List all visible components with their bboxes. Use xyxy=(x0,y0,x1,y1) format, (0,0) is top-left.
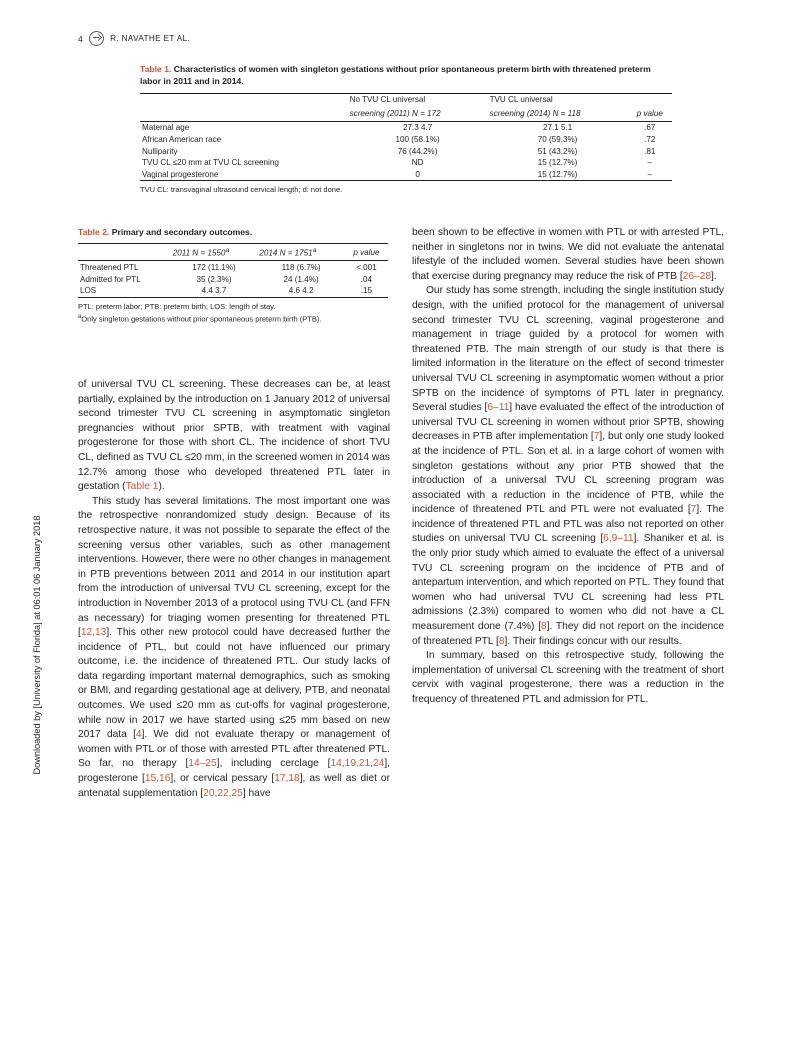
citation: 7 xyxy=(690,504,697,516)
running-head xyxy=(78,31,190,46)
table-2-header-col1-text: 2011 N = 1550 xyxy=(172,248,226,258)
table-1-header-blank xyxy=(140,93,348,107)
table-1-r2-p: .81 xyxy=(644,146,656,156)
table-2-caption xyxy=(78,226,388,238)
paragraph-text: ]. Shaniker et al. is the only prior study which aimed to evaluate the effect of a universal TVU CL screening program on the incidence of PTB and of antepartum intervention, and which reported on PTL. They found that women who had universal TVU CL screening had less PTL admissions (2.3%) compared to women who did not have a CL measurement done (7.4%) [ xyxy=(412,533,724,633)
page-number: 4 xyxy=(78,33,84,44)
paragraph-text: ]. This other new protocol could have decreased further the incidence of PTL, but could not have influenced our primary outcome, i.e. the incidence of threatened PTL. Our study lacks of data regarding important maternal demographics, such as smoking or BMI, and regarding gestational age at delivery, PTB, and neonatal outcomes. We used ≤20 mm as cut-offs for vaginal progesterone, while now in 2017 we have started using ≤25 mm based on new 2017 data [ xyxy=(78,627,390,741)
table-1-r0-p: .67 xyxy=(644,122,656,132)
table-2-r2-label: LOS xyxy=(80,286,97,296)
table-2-r0-c1: 172 (11.1%) xyxy=(192,262,236,272)
table-2-grid xyxy=(78,243,388,297)
citation: 14,19,21,24 xyxy=(330,758,385,770)
table-row xyxy=(78,273,388,285)
table-2-r1-c2: 24 (1.4%) xyxy=(283,274,319,284)
table-1-r3-c1: ND xyxy=(411,158,424,168)
table-1-header-col2-line2: screening (2014) N = 118 xyxy=(489,108,581,118)
citation: 8 xyxy=(541,621,547,633)
table-row xyxy=(140,145,672,157)
table-2-header-row xyxy=(78,244,388,261)
paragraph-text: ]. xyxy=(711,270,717,282)
paragraph-text: ]. They did not report on the incidence of threatened PTL [ xyxy=(412,621,724,647)
table-2-r1-label: Admitted for PTL xyxy=(80,274,141,284)
table-2-header-blank xyxy=(78,244,171,261)
table-1-r1-c2: 70 (59.3%) xyxy=(537,134,578,144)
table-2-header-col2 xyxy=(257,244,345,261)
paragraph-text: been shown to be effective in women with PTL or with arrested PTL, neither in singletons nor in twins. We did not evaluate the antenatal lifestyle of the included women. Several studies have been shown that exercise during pregnancy may reduce the risk of PTB [ xyxy=(412,227,724,282)
table-1-r1-label: African American race xyxy=(142,134,222,144)
table-1-caption xyxy=(140,63,672,88)
paragraph xyxy=(412,284,724,649)
citation: 7 xyxy=(593,431,600,443)
table-row xyxy=(78,285,388,297)
table-1-r4-c2: 15 (12.7%) xyxy=(537,170,578,180)
citation: 15,16 xyxy=(144,773,171,785)
table-1-caption-text: Characteristics of women with singleton gestations without prior spontaneous preterm birth with threatened preterm labor in 2011 and in 2014. xyxy=(140,64,651,87)
table-1-footnote: TVU CL: transvaginal ultrasound cervical length; d: not done. xyxy=(140,185,343,195)
table-1-r4-p: – xyxy=(647,170,653,180)
table-2-caption-text: Primary and secondary outcomes. xyxy=(111,227,253,237)
paragraph-text: ], but only one study looked at the incidence of PTL. Son et al. in a large cohort of women with singleton gestations without any prior PTB showed that the introduction of a universal TVU CL screening program was associated with a reduction in the incidence of PTB, while the incidence of threatened PTL and PTL were not evaluated [ xyxy=(412,431,724,516)
paragraph-text: ] have evaluated the effect of the introduction of universal TVU CL screening in women without prior SPTB, showing decreases in PTB after implementation [ xyxy=(412,402,724,443)
table-2-header-col1-sup: a xyxy=(225,246,230,254)
citation: 12,13 xyxy=(80,627,107,639)
citation: 6,9–11 xyxy=(603,533,634,545)
table-2-footnote-2 xyxy=(78,312,388,325)
citation: 14–25 xyxy=(188,758,217,770)
paragraph-text: ], as well as diet or antenatal supplementation [ xyxy=(78,773,390,799)
table-1-r3-label: TVU CL ≤20 mm at TVU CL screening xyxy=(142,158,279,168)
table-1-reference: Table 1 xyxy=(125,481,159,493)
citation: 26–28 xyxy=(682,270,712,282)
citation: 4 xyxy=(135,729,142,741)
citation: 8 xyxy=(498,635,505,647)
table-2-r2-c2: 4.6 4.2 xyxy=(288,286,314,296)
table-1-grid xyxy=(140,93,672,182)
table-1-header-col2-line1: TVU CL universal xyxy=(489,95,553,105)
paragraph-text: This study has several limitations. The most important one was the retrospective nonrandomized study design. Because of its retrospective nature, it was not possible to separate the effect of the screening versus other variables, such as other management interventions. However, there were no other changes in management in PTB preventions between 2011 and 2014 in our institution apart from the introduction of universal TVU CL screening, except for the introduction in November 2013 of a protocol using TVU CL (and FFN as necessary) for triaging women presenting for threatened PTL [ xyxy=(78,495,390,639)
table-1-r3-c2: 15 (12.7%) xyxy=(537,158,578,168)
paragraph-text-tail: ). xyxy=(158,481,165,493)
table-1-r3-p: – xyxy=(647,158,653,168)
table-2-header-col2-text: 2014 N = 1751 xyxy=(259,248,313,258)
table-row xyxy=(140,157,672,169)
table-1-r4-label: Vaginal progesterone xyxy=(142,170,219,180)
paragraph-text: ]. We did not evaluate therapy or management of women with PTL or of those with arrested PTL after threatened PTL. So far, no therapy [ xyxy=(78,729,390,770)
table-1-r2-c2: 51 (43.2%) xyxy=(537,146,578,156)
table-row xyxy=(140,121,672,133)
table-2-r1-p: .04 xyxy=(360,274,373,284)
table-1-header-row-2 xyxy=(140,107,672,121)
table-2-footnote-1: PTL: preterm labor; PTB: preterm birth; LOS: length of stay. xyxy=(78,301,276,311)
paragraph: In summary, based on this retrospective study, following the implementation of universal CL screening with the treatment of short cervix with vaginal progesterone, there was a reduction in the frequency of threatened PTL and admission for PTL. xyxy=(412,650,724,705)
table-1-r2-label: Nulliparity xyxy=(142,146,178,156)
paragraph xyxy=(78,378,390,495)
table-1-r1-p: .72 xyxy=(644,134,656,144)
table-2-r2-p: .15 xyxy=(360,286,373,296)
paragraph-text: Our study has some strength, including the single institution study design, with the unified protocol for the management of universal second trimester TVU CL screening, vaginal progesterone and management in triage guided by a protocol for women with threatened PTB. The main strength of our study is that there is limited information in the literature on the effect of second trimester universal TVU CL screening in asymptomatic women without a prior SPTB on the incidence of symptoms of PTL later in pregnancy. Several studies [ xyxy=(412,285,724,414)
table-1-r1-c1: 100 (58.1%) xyxy=(395,134,440,144)
table-1-header-pvalue: p value xyxy=(636,108,663,118)
table-2-header-pvalue: p value xyxy=(353,248,380,258)
paragraph-text: ], progesterone [ xyxy=(78,758,390,785)
table-row xyxy=(140,169,672,181)
body-column-left xyxy=(78,378,390,801)
table-1-r0-c1: 27.3 4.7 xyxy=(402,122,433,132)
table-2-r2-c1: 4.4 3.7 xyxy=(201,286,227,296)
paragraph-text: ], including cerclage [ xyxy=(216,758,331,770)
paragraph-text: ]. Their findings concur with our results. xyxy=(504,635,682,647)
table-1-header-row-1 xyxy=(140,93,672,107)
table-2-r1-c1: 35 (2.3%) xyxy=(196,274,232,284)
paragraph xyxy=(78,495,390,801)
table-2-label: Table 2. xyxy=(78,227,110,237)
paragraph-text: ], or cervical pessary [ xyxy=(170,773,275,785)
table-2-r0-c2: 118 (6.7%) xyxy=(281,262,321,272)
arrow-circle-icon xyxy=(89,31,104,46)
citation: 6–11 xyxy=(487,402,510,414)
body-column-right xyxy=(412,226,724,708)
table-1-r0-c2: 27.1 5.1 xyxy=(542,122,573,132)
paragraph-text: ] have xyxy=(242,787,271,799)
table-1-r0-label: Maternal age xyxy=(142,122,190,132)
citation: 17,18 xyxy=(274,773,300,785)
table-1-header-blank-2 xyxy=(140,107,348,121)
table-2-r0-p: <.001 xyxy=(356,262,377,272)
citation: 20,22,25 xyxy=(203,787,243,799)
table-row xyxy=(78,261,388,273)
table-1-r2-c1: 76 (44.2%) xyxy=(397,146,438,156)
table-2-footnote-2-text: Only singleton gestations without prior spontaneous preterm birth (PTB). xyxy=(81,314,322,324)
table-2-header-col2-sup: a xyxy=(312,246,317,254)
table-row xyxy=(140,133,672,145)
table-2-footnote-2-sup: a xyxy=(78,314,82,321)
table-1-header-col1-line2: screening (2011) N = 172 xyxy=(349,108,441,118)
table-2-r0-label: Threatened PTL xyxy=(80,262,139,272)
download-stamp: Downloaded by [University of Florida] at 06:01 06 January 2018 xyxy=(32,515,42,775)
paragraph xyxy=(412,226,724,284)
table-1-r4-c1: 0 xyxy=(415,170,420,180)
paragraph-text: of universal TVU CL screening. These decreases can be, at least partially, explained by the introduction on 1 January 2012 of universal second trimester TVU CL screening in asymptomatic singleton pregnancies without prior SPTB, with treatment with vaginal progesterone for those with short CL. The incidence of short TVU CL, defined as TVU CL ≤20 mm, in the screened women in 2014 was 12.7% among those who developed threatened PTL later in gestation ( xyxy=(78,379,390,493)
table-1-header-col1-line1: No TVU CL universal xyxy=(349,95,426,105)
table-1 xyxy=(140,63,672,196)
paragraph-text: ]. The incidence of threatened PTL and PTL was also not reported on other studies on universal TVU CL screening [ xyxy=(412,504,724,545)
table-2 xyxy=(78,226,388,325)
table-1-header-pvalue-blank xyxy=(628,93,672,107)
table-2-header-col1 xyxy=(171,244,258,261)
table-1-label: Table 1. xyxy=(140,64,172,74)
running-head-authors: R. NAVATHE ET AL. xyxy=(110,34,191,43)
